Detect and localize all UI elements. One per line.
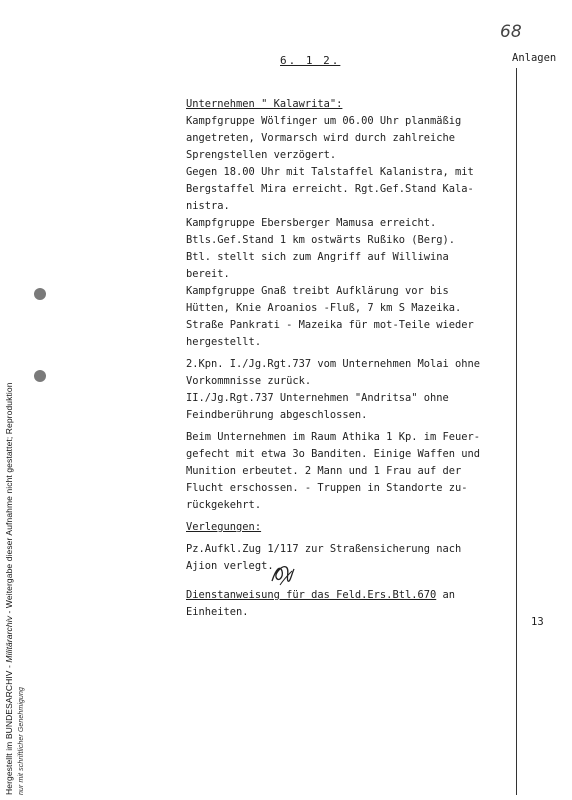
section-dienstanweisung xyxy=(186,587,512,621)
paragraph-verlegungen xyxy=(186,541,512,575)
paragraph-kampfgruppen xyxy=(186,113,512,351)
text-line: rückgekehrt. xyxy=(186,499,262,511)
archive-stamp-part1: Hergestellt im BUNDESARCHIV - xyxy=(4,662,14,795)
text-line: Kampfgruppe Ebersberger Mamusa erreicht. xyxy=(186,217,437,229)
page-number: 13 xyxy=(531,616,544,628)
text-line: gefecht mit etwa 3o Banditen. Einige Waffen und xyxy=(186,448,481,460)
text-line: Straße Pankrati - Mazeika für mot-Teile wieder xyxy=(186,319,474,331)
text-line: Feindberührung abgeschlossen. xyxy=(186,409,368,421)
text-line: Beim Unternehmen im Raum Athika 1 Kp. im Feuer- xyxy=(186,431,481,443)
text-line: Kampfgruppe Wölfinger um 06.00 Uhr planmäßig xyxy=(186,115,462,127)
folio-number: 68 xyxy=(500,22,522,42)
date-heading: 6. 1 2. xyxy=(280,54,341,67)
archive-stamp-line2: nur mit schriftlicher Genehmigung xyxy=(18,687,25,795)
text-line: Bergstaffel Mira erreicht. Rgt.Gef.Stand Kala- xyxy=(186,183,474,195)
archive-stamp-part2: - Weitergabe dieser Aufnahme nicht gestattet; Reproduktion xyxy=(4,382,14,616)
paragraph-athika xyxy=(186,429,512,514)
section-title-kalawrita: Unternehmen " Kalawrita": xyxy=(186,98,343,110)
text-line: Ajion verlegt. xyxy=(186,560,274,572)
archive-stamp-archiv: Militärarchiv xyxy=(4,615,14,663)
text-line xyxy=(186,587,512,604)
section-verlegungen xyxy=(186,519,512,536)
text-line: Btls.Gef.Stand 1 km ostwärts Rußiko (Berg). xyxy=(186,234,455,246)
text-line: Btl. stellt sich zum Angriff auf Williwina xyxy=(186,251,449,263)
handwritten-initials xyxy=(268,559,298,589)
side-label-anlagen: Anlagen xyxy=(512,52,557,64)
text-line: Gegen 18.00 Uhr mit Talstaffel Kalanistra, mit xyxy=(186,166,474,178)
text-line: Einheiten. xyxy=(186,606,249,618)
text-fragment: an xyxy=(436,589,456,601)
text-line: angetreten, Vormarsch wird durch zahlreiche xyxy=(186,132,455,144)
text-line: Sprengstellen verzögert. xyxy=(186,149,337,161)
section-kalawrita xyxy=(186,96,512,351)
text-line: bereit. xyxy=(186,268,230,280)
document-body xyxy=(186,96,512,621)
text-line: II./Jg.Rgt.737 Unternehmen "Andritsa" ohne xyxy=(186,392,449,404)
section-title-dienstanweisung: Dienstanweisung für das Feld.Ers.Btl.670 xyxy=(186,589,437,601)
section-title-verlegungen: Verlegungen: xyxy=(186,521,262,533)
archive-stamp xyxy=(3,10,15,795)
margin-rule xyxy=(516,68,517,795)
text-line: Munition erbeutet. 2 Mann und 1 Frau auf der xyxy=(186,465,462,477)
text-line: 2.Kpn. I./Jg.Rgt.737 vom Unternehmen Molai ohne xyxy=(186,358,481,370)
punch-hole-bottom xyxy=(34,370,46,382)
paragraph-jg-rgt-737 xyxy=(186,356,512,424)
text-line: Kampfgruppe Gnaß treibt Aufklärung vor bis xyxy=(186,285,449,297)
text-line: Flucht erschossen. - Truppen in Standorte zu- xyxy=(186,482,468,494)
text-line: Pz.Aufkl.Zug 1/117 zur Straßensicherung nach xyxy=(186,543,462,555)
punch-hole-top xyxy=(34,288,46,300)
text-line: Hütten, Knie Aroanios -Fluß, 7 km S Mazeika. xyxy=(186,302,462,314)
text-line: nistra. xyxy=(186,200,230,212)
text-line: hergestellt. xyxy=(186,336,262,348)
text-line: Vorkommnisse zurück. xyxy=(186,375,312,387)
